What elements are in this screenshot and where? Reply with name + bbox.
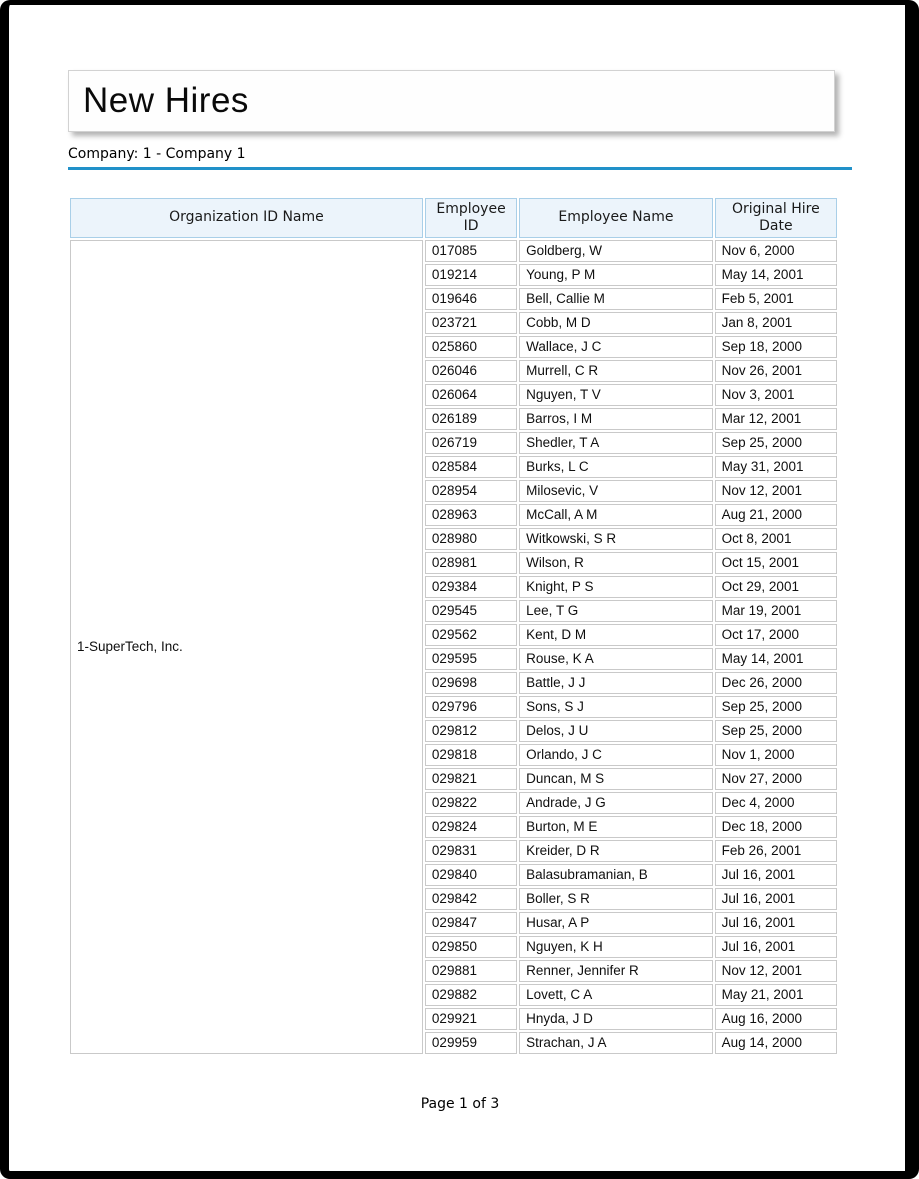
table-header-row bbox=[70, 198, 837, 238]
employee-id-cell: 029842 bbox=[425, 888, 517, 910]
employee-name-cell: Orlando, J C bbox=[519, 744, 713, 766]
employee-name-cell: McCall, A M bbox=[519, 504, 713, 526]
employee-name-cell: Burks, L C bbox=[519, 456, 713, 478]
employee-id-cell: 029824 bbox=[425, 816, 517, 838]
employee-id-cell: 028963 bbox=[425, 504, 517, 526]
employee-name-cell: Balasubramanian, B bbox=[519, 864, 713, 886]
employee-name-cell: Rouse, K A bbox=[519, 648, 713, 670]
employee-id-cell: 029698 bbox=[425, 672, 517, 694]
employee-id-cell: 029881 bbox=[425, 960, 517, 982]
hire-date-cell: Mar 12, 2001 bbox=[715, 408, 837, 430]
employee-name-cell: Nguyen, K H bbox=[519, 936, 713, 958]
employee-name-cell: Battle, J J bbox=[519, 672, 713, 694]
employee-name-cell: Barros, I M bbox=[519, 408, 713, 430]
employee-name-cell: Goldberg, W bbox=[519, 240, 713, 262]
hire-date-cell: Dec 26, 2000 bbox=[715, 672, 837, 694]
employee-id-cell: 029831 bbox=[425, 840, 517, 862]
employee-name-cell: Young, P M bbox=[519, 264, 713, 286]
new-hires-table bbox=[68, 196, 839, 1056]
employee-id-cell: 026046 bbox=[425, 360, 517, 382]
hire-date-cell: Oct 17, 2000 bbox=[715, 624, 837, 646]
hire-date-cell: Oct 15, 2001 bbox=[715, 552, 837, 574]
employee-name-cell: Burton, M E bbox=[519, 816, 713, 838]
employee-name-cell: Lovett, C A bbox=[519, 984, 713, 1006]
employee-id-cell: 029959 bbox=[425, 1032, 517, 1054]
hire-date-cell: Sep 25, 2000 bbox=[715, 720, 837, 742]
hire-date-cell: Nov 12, 2001 bbox=[715, 960, 837, 982]
employee-id-cell: 029847 bbox=[425, 912, 517, 934]
employee-id-cell: 029821 bbox=[425, 768, 517, 790]
employee-id-cell: 026189 bbox=[425, 408, 517, 430]
report-title-box bbox=[68, 70, 835, 132]
hire-date-cell: Aug 21, 2000 bbox=[715, 504, 837, 526]
hire-date-cell: Sep 25, 2000 bbox=[715, 432, 837, 454]
employee-id-cell: 029562 bbox=[425, 624, 517, 646]
hire-date-cell: Nov 6, 2000 bbox=[715, 240, 837, 262]
hire-date-cell: May 31, 2001 bbox=[715, 456, 837, 478]
column-header-hire-date: Original Hire Date bbox=[715, 198, 837, 238]
employee-id-cell: 029822 bbox=[425, 792, 517, 814]
employee-name-cell: Boller, S R bbox=[519, 888, 713, 910]
employee-name-cell: Bell, Callie M bbox=[519, 288, 713, 310]
hire-date-cell: Nov 1, 2000 bbox=[715, 744, 837, 766]
employee-name-cell: Hnyda, J D bbox=[519, 1008, 713, 1030]
employee-name-cell: Sons, S J bbox=[519, 696, 713, 718]
employee-id-cell: 019214 bbox=[425, 264, 517, 286]
employee-name-cell: Milosevic, V bbox=[519, 480, 713, 502]
company-filter-line: Company: 1 - Company 1 bbox=[68, 146, 852, 170]
employee-id-cell: 019646 bbox=[425, 288, 517, 310]
employee-id-cell: 029921 bbox=[425, 1008, 517, 1030]
hire-date-cell: Jul 16, 2001 bbox=[715, 936, 837, 958]
employee-name-cell: Andrade, J G bbox=[519, 792, 713, 814]
report-title: New Hires bbox=[83, 81, 249, 120]
employee-id-cell: 028954 bbox=[425, 480, 517, 502]
hire-date-cell: Dec 4, 2000 bbox=[715, 792, 837, 814]
employee-name-cell: Husar, A P bbox=[519, 912, 713, 934]
employee-id-cell: 026064 bbox=[425, 384, 517, 406]
table-row bbox=[70, 240, 837, 262]
hire-date-cell: Feb 5, 2001 bbox=[715, 288, 837, 310]
employee-id-cell: 025860 bbox=[425, 336, 517, 358]
hire-date-cell: Jul 16, 2001 bbox=[715, 912, 837, 934]
employee-name-cell: Wilson, R bbox=[519, 552, 713, 574]
employee-name-cell: Kent, D M bbox=[519, 624, 713, 646]
hire-date-cell: Nov 26, 2001 bbox=[715, 360, 837, 382]
employee-name-cell: Duncan, M S bbox=[519, 768, 713, 790]
column-header-employee-id: Employee ID bbox=[425, 198, 517, 238]
employee-name-cell: Witkowski, S R bbox=[519, 528, 713, 550]
employee-id-cell: 029545 bbox=[425, 600, 517, 622]
employee-id-cell: 017085 bbox=[425, 240, 517, 262]
employee-id-cell: 029796 bbox=[425, 696, 517, 718]
employee-id-cell: 029595 bbox=[425, 648, 517, 670]
employee-id-cell: 029384 bbox=[425, 576, 517, 598]
employee-name-cell: Shedler, T A bbox=[519, 432, 713, 454]
employee-name-cell: Knight, P S bbox=[519, 576, 713, 598]
hire-date-cell: Feb 26, 2001 bbox=[715, 840, 837, 862]
hire-date-cell: Jul 16, 2001 bbox=[715, 888, 837, 910]
hire-date-cell: Aug 16, 2000 bbox=[715, 1008, 837, 1030]
employee-name-cell: Cobb, M D bbox=[519, 312, 713, 334]
organization-cell: 1-SuperTech, Inc. bbox=[70, 240, 423, 1054]
column-header-organization: Organization ID Name bbox=[70, 198, 423, 238]
hire-date-cell: Oct 29, 2001 bbox=[715, 576, 837, 598]
employee-id-cell: 029818 bbox=[425, 744, 517, 766]
employee-name-cell: Strachan, J A bbox=[519, 1032, 713, 1054]
hire-date-cell: May 14, 2001 bbox=[715, 648, 837, 670]
hire-date-cell: Jul 16, 2001 bbox=[715, 864, 837, 886]
employee-name-cell: Kreider, D R bbox=[519, 840, 713, 862]
employee-name-cell: Renner, Jennifer R bbox=[519, 960, 713, 982]
hire-date-cell: Sep 25, 2000 bbox=[715, 696, 837, 718]
hire-date-cell: May 21, 2001 bbox=[715, 984, 837, 1006]
hire-date-cell: Aug 14, 2000 bbox=[715, 1032, 837, 1054]
hire-date-cell: Dec 18, 2000 bbox=[715, 816, 837, 838]
employee-id-cell: 029882 bbox=[425, 984, 517, 1006]
hire-date-cell: Sep 18, 2000 bbox=[715, 336, 837, 358]
hire-date-cell: Nov 27, 2000 bbox=[715, 768, 837, 790]
hire-date-cell: May 14, 2001 bbox=[715, 264, 837, 286]
employee-id-cell: 029850 bbox=[425, 936, 517, 958]
employee-name-cell: Delos, J U bbox=[519, 720, 713, 742]
employee-id-cell: 023721 bbox=[425, 312, 517, 334]
employee-name-cell: Lee, T G bbox=[519, 600, 713, 622]
employee-name-cell: Wallace, J C bbox=[519, 336, 713, 358]
employee-id-cell: 028980 bbox=[425, 528, 517, 550]
hire-date-cell: Oct 8, 2001 bbox=[715, 528, 837, 550]
hire-date-cell: Jan 8, 2001 bbox=[715, 312, 837, 334]
hire-date-cell: Nov 3, 2001 bbox=[715, 384, 837, 406]
employee-id-cell: 029812 bbox=[425, 720, 517, 742]
employee-name-cell: Nguyen, T V bbox=[519, 384, 713, 406]
hire-date-cell: Nov 12, 2001 bbox=[715, 480, 837, 502]
hire-date-cell: Mar 19, 2001 bbox=[715, 600, 837, 622]
page-number: Page 1 of 3 bbox=[420, 1096, 500, 1112]
employee-id-cell: 028981 bbox=[425, 552, 517, 574]
employee-id-cell: 028584 bbox=[425, 456, 517, 478]
employee-id-cell: 026719 bbox=[425, 432, 517, 454]
column-header-employee-name: Employee Name bbox=[519, 198, 713, 238]
employee-id-cell: 029840 bbox=[425, 864, 517, 886]
employee-name-cell: Murrell, C R bbox=[519, 360, 713, 382]
